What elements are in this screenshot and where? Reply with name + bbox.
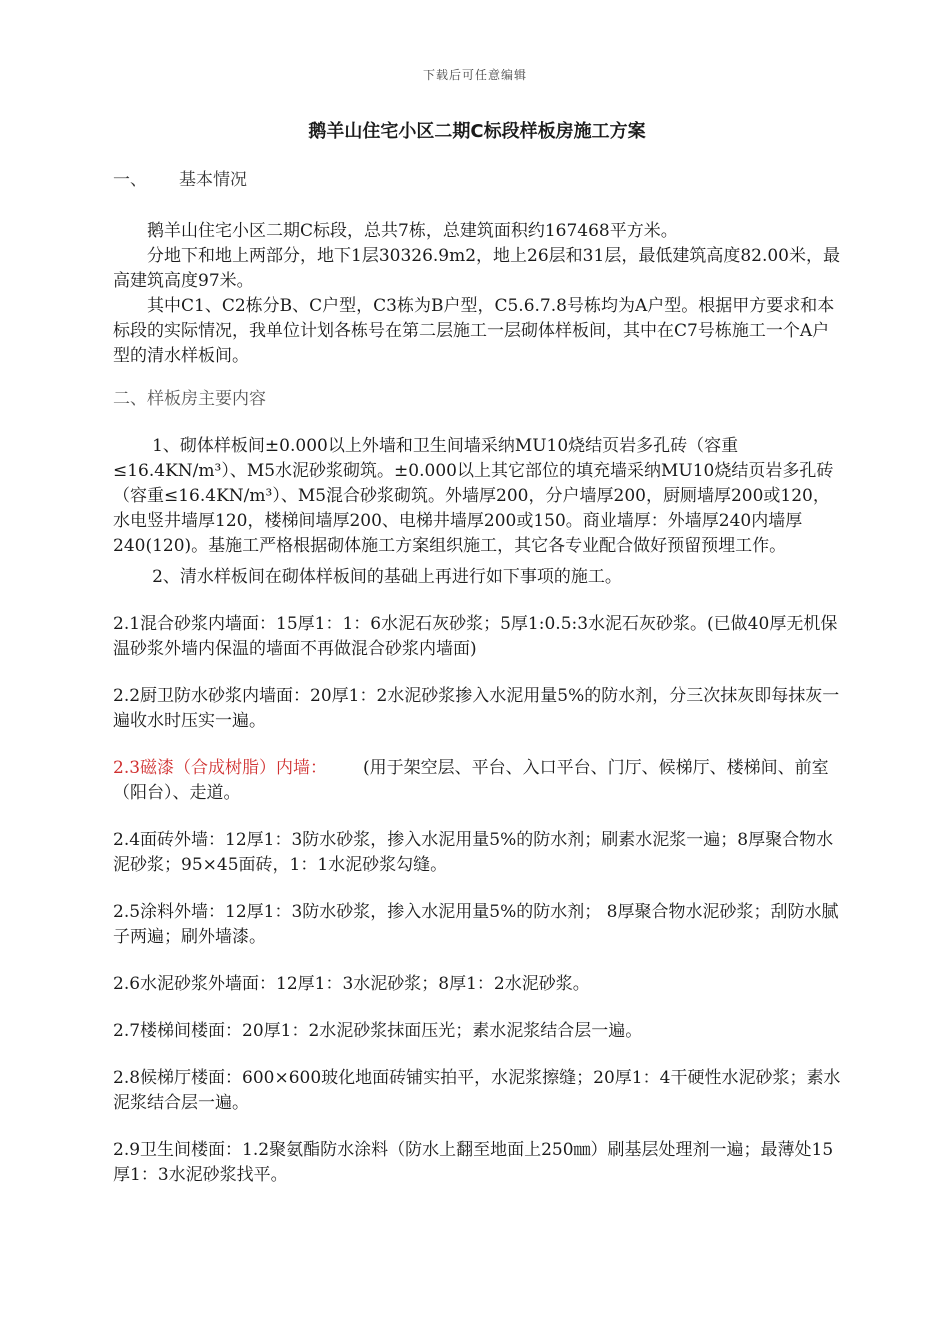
subsection-2-3	[113, 756, 841, 806]
section-2-heading: 二、样板房主要内容	[113, 389, 266, 409]
subsection-2-8: 2.8候梯厅楼面：600×600玻化地面砖铺实拍平，水泥浆擦缝；20厚1：4干硬性水泥砂浆；素水泥浆结合层一遍。	[113, 1068, 841, 1113]
subsection-2-2: 2.2厨卫防水砂浆内墙面：20厚1：2水泥砂浆掺入水泥用量5%的防水剂，分三次抹灰即每抹灰一遍收水时压实一遍。	[113, 686, 840, 731]
section-2-item-2: 2、清水样板间在砌体样板间的基础上再进行如下事项的施工。	[152, 567, 622, 587]
section-1-heading	[113, 168, 841, 193]
subsection-2-3-text: (用于架空层、平台、入口平台、门厅、候梯厅、楼梯间、前室（阳台）、走道。	[113, 758, 829, 803]
page-header-note: 下载后可任意编辑	[422, 68, 527, 82]
section-1-paragraph-2: 分地下和地上两部分，地下1层30326.9m2，地上26层和31层，最低建筑高度82.00米，最高建筑高度97米。	[113, 246, 840, 291]
subsection-2-3-title: 磁漆（合成树脂）内墙：	[140, 758, 328, 778]
subsection-2-1: 2.1混合砂浆内墙面：15厚1：1：6水泥石灰砂浆；5厚1:0.5:3水泥石灰砂浆。(已做40厚无机保温砂浆外墙内保温的墙面不再做混合砂浆内墙面)	[113, 614, 838, 659]
subsection-2-7: 2.7楼梯间楼面：20厚1：2水泥砂浆抹面压光；素水泥浆结合层一遍。	[113, 1021, 643, 1041]
subsection-2-5: 2.5涂料外墙：12厚1：3防水砂浆，掺入水泥用量5%的防水剂； 8厚聚合物水泥砂浆；刮防水腻子两遍；刷外墙漆。	[113, 902, 839, 947]
section-1-paragraph-3: 其中C1、C2栋分B、C户型，C3栋为B户型，C5.6.7.8号栋均为A户型。根据甲方要求和本标段的实际情况，我单位计划各栋号在第二层施工一层砌体样板间，其中在C7号栋施工一个A户型的清水样板间。	[113, 296, 835, 366]
document-title: 鹅羊山住宅小区二期C标段样板房施工方案	[308, 121, 646, 142]
section-2-item-1: 1、砌体样板间±0.000以上外墙和卫生间墙采纳MU10烧结页岩多孔砖（容重≤16.4KN/m³）、M5水泥砂浆砌筑。±0.000以上其它部位的填充墙采纳MU10烧结页岩多孔砖（容重≤16.4KN/m³）、M5混合砂浆砌筑。外墙厚200，分户墙厚200，厨厕墙厚200或120，水电竖井墙厚120，楼梯间墙厚200、电梯井墙厚200或150。商业墙厚：外墙厚240内墙厚240(120)。基施工严格根据砌体施工方案组织施工，其它各专业配合做好预留预埋工作。	[113, 436, 834, 556]
subsection-2-6: 2.6水泥砂浆外墙面：12厚1：3水泥砂浆；8厚1：2水泥砂浆。	[113, 974, 590, 994]
document-body	[113, 118, 841, 1188]
subsection-2-9: 2.9卫生间楼面：1.2聚氨酯防水涂料（防水上翻至地面上250㎜）刷基层处理剂一遍；最薄处15厚1：3水泥砂浆找平。	[113, 1140, 834, 1185]
subsection-2-4: 2.4面砖外墙：12厚1：3防水砂浆，掺入水泥用量5%的防水剂；刷素水泥浆一遍；8厚聚合物水泥砂浆；95×45面砖，1：1水泥砂浆勾缝。	[113, 830, 834, 875]
subsection-2-3-number: 2.3	[113, 758, 141, 778]
section-1-number: 一、	[113, 170, 147, 190]
section-1-paragraph-1: 鹅羊山住宅小区二期C标段，总共7栋，总建筑面积约167468平方米。	[147, 221, 678, 241]
section-1-title: 基本情况	[179, 170, 247, 190]
